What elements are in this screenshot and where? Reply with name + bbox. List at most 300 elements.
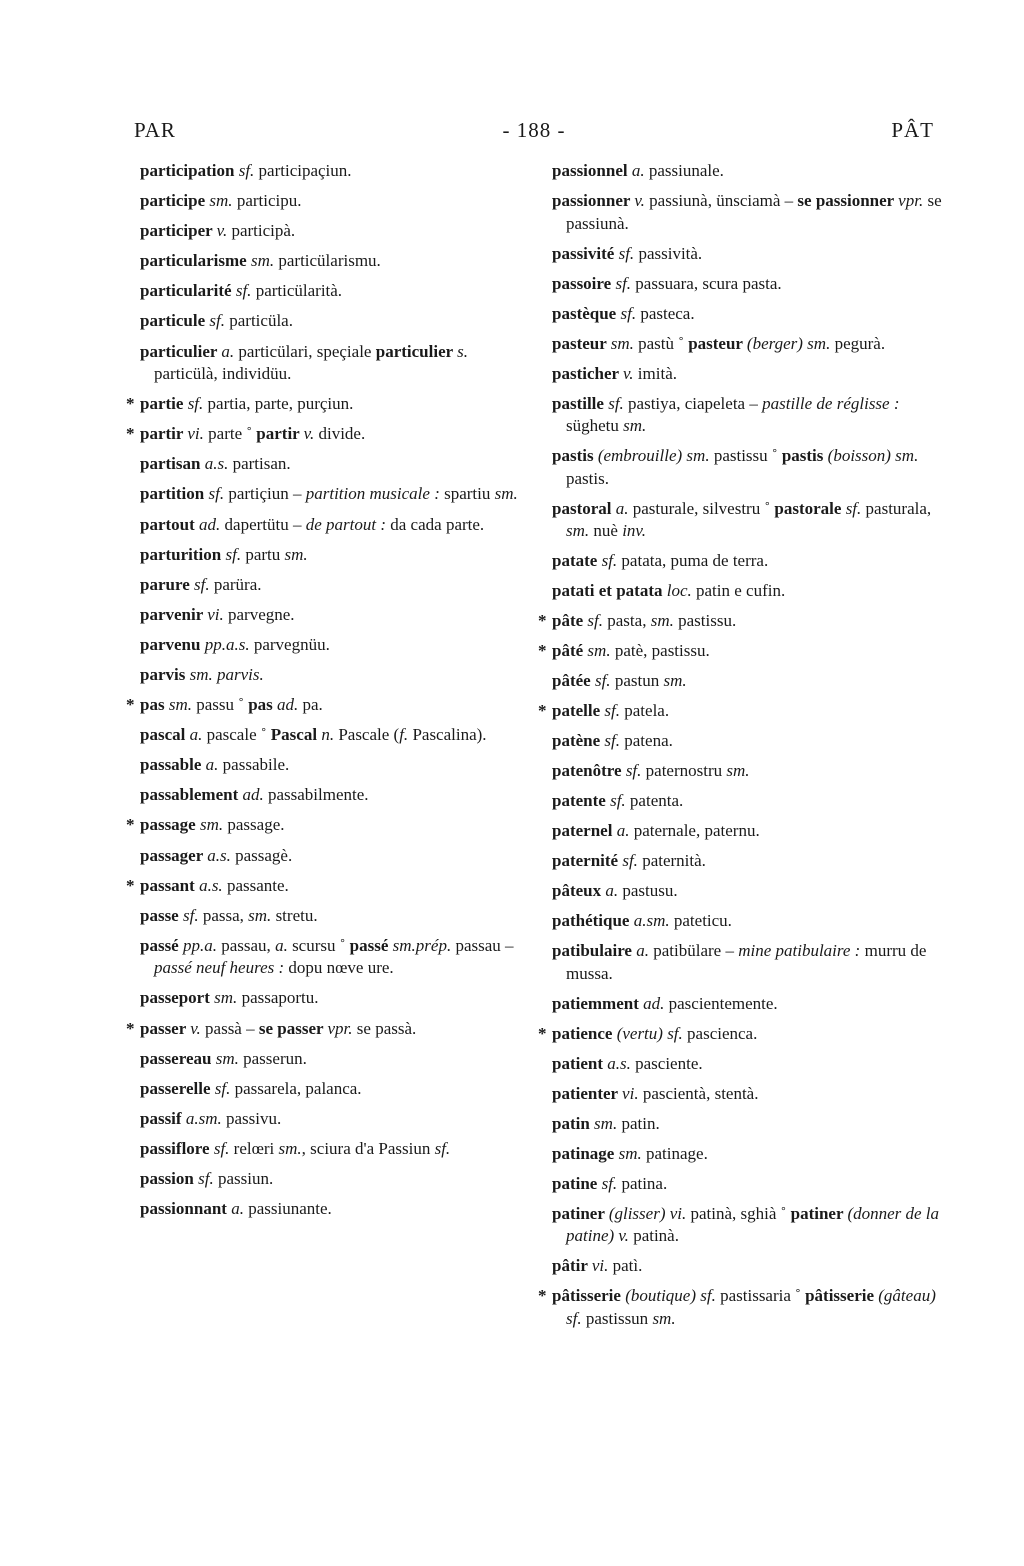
grammar-label: a. — [605, 881, 619, 900]
grammar-label: a.sm. — [633, 911, 670, 930]
headword: passage — [140, 815, 200, 835]
translation: patin e cufin. — [691, 581, 786, 600]
dictionary-entry — [552, 670, 942, 693]
dictionary-entry — [552, 498, 942, 543]
asterisk-marker: * — [126, 424, 135, 444]
headword: passif — [140, 1108, 186, 1128]
dictionary-entry — [140, 987, 535, 1010]
headword: pastille — [552, 393, 609, 413]
dictionary-entry — [552, 1255, 942, 1278]
headword: passé — [349, 935, 393, 955]
grammar-label: sm. — [726, 761, 750, 780]
dictionary-entry — [552, 910, 942, 933]
translation: patin. — [617, 1113, 660, 1133]
translation: Pascalina). — [408, 725, 487, 745]
headword: pastis — [781, 446, 828, 465]
translation: da cada parte. — [386, 514, 485, 534]
grammar-label: sf. — [604, 701, 620, 720]
grammar-label: sf. — [208, 484, 225, 504]
page-number: - 188 - — [502, 118, 566, 142]
dictionary-entry — [552, 993, 942, 1016]
dictionary-entry — [140, 724, 535, 747]
headword: patibulaire — [552, 941, 637, 960]
grammar-label: a.s. — [204, 454, 229, 474]
grammar-label: sf. — [238, 161, 255, 180]
translation: pasteca. — [636, 303, 695, 323]
dictionary-entry — [552, 760, 942, 783]
dictionary-entry — [552, 580, 942, 603]
headword: parvis — [140, 665, 190, 684]
asterisk-marker: * — [126, 815, 135, 835]
grammar-label: v. — [303, 424, 315, 444]
translation: pascale ˚ — [202, 725, 271, 745]
dictionary-entry — [552, 1053, 942, 1076]
running-head-right: PÂT — [891, 118, 934, 142]
grammar-label: (vertu) sf. — [616, 1023, 683, 1043]
grammar-label: vi. — [187, 424, 204, 444]
headword: partisan — [140, 454, 205, 474]
headword: passoire — [552, 273, 616, 293]
grammar-label: v. — [634, 191, 645, 210]
translation: pasturala, — [861, 498, 932, 518]
translation: patinage. — [641, 1143, 708, 1163]
grammar-label: sm. — [215, 1048, 239, 1068]
grammar-label: a. — [615, 498, 629, 518]
dictionary-entry — [552, 1173, 942, 1196]
translation: pateticu. — [669, 911, 732, 930]
grammar-label: sm. — [610, 333, 634, 353]
translation: spartiu — [439, 484, 495, 504]
headword: passionnant — [140, 1199, 232, 1219]
dictionary-entry — [538, 610, 942, 633]
dictionary-entry — [552, 550, 942, 573]
dictionary-entry — [538, 1023, 942, 1046]
translation: pastissu ˚ — [709, 446, 782, 465]
dictionary-entry — [140, 935, 535, 980]
headword: se passer — [258, 1018, 328, 1038]
grammar-label: a. — [636, 941, 649, 960]
grammar-label: sf. — [615, 273, 632, 293]
headword: passionner — [552, 191, 635, 210]
grammar-label: ad. — [643, 993, 665, 1013]
headword: pas — [140, 695, 169, 715]
dictionary-entry — [140, 754, 535, 777]
grammar-label: sf. — [620, 303, 637, 323]
grammar-label: ad. — [242, 785, 264, 805]
headword: passé — [140, 935, 183, 955]
translation: pastun — [610, 671, 664, 690]
headword: patience — [552, 1023, 617, 1043]
grammar-label: sf. — [618, 243, 635, 263]
grammar-label: sm. — [284, 544, 308, 564]
headword: passe — [140, 905, 183, 925]
translation: passage. — [223, 815, 285, 835]
headword: patin — [552, 1113, 595, 1133]
dictionary-entry — [552, 850, 942, 873]
dictionary-entry — [552, 940, 942, 985]
translation: , sciura d'a Passiun — [301, 1138, 435, 1158]
grammar-label: sf. — [601, 551, 618, 570]
grammar-label: sf. — [187, 394, 204, 414]
grammar-label: ad. — [277, 695, 299, 715]
asterisk-marker: * — [126, 875, 135, 895]
translation: patinà, sghià ˚ — [686, 1203, 791, 1223]
translation: dopu nœve ure. — [284, 958, 394, 978]
grammar-label: (boutique) sf. — [625, 1286, 716, 1305]
headword: parure — [140, 574, 194, 594]
headword: particularité — [140, 281, 236, 301]
translation: passau – — [451, 935, 514, 955]
headword: passionnel — [552, 161, 632, 180]
translation: parte ˚ — [203, 424, 257, 444]
asterisk-marker: * — [538, 641, 547, 660]
translation: pastiya, ciapeleta – — [623, 393, 763, 413]
translation: passa, — [198, 905, 249, 925]
dictionary-entry — [552, 333, 942, 356]
translation: patenta. — [625, 791, 684, 810]
translation: parvegnüu. — [249, 634, 330, 654]
headword: patient — [552, 1053, 608, 1073]
translation: partisan. — [228, 454, 291, 474]
grammar-label: vpr. — [898, 191, 924, 210]
asterisk-marker: * — [538, 1286, 547, 1305]
headword: patène — [552, 731, 605, 750]
grammar-label: sm. — [594, 1113, 618, 1133]
translation: patì. — [608, 1256, 643, 1275]
headword: pasteur — [552, 333, 611, 353]
grammar-label: a.sm. — [185, 1108, 222, 1128]
dictionary-entry — [126, 423, 535, 446]
translation: patinà. — [628, 1226, 679, 1245]
dictionary-entry — [552, 393, 942, 438]
grammar-label: sm. — [214, 988, 238, 1008]
translation: pasta, — [603, 611, 651, 630]
translation: passà – — [200, 1018, 259, 1038]
grammar-label: (berger) sm. — [746, 333, 831, 353]
grammar-label: sf. — [225, 544, 242, 564]
dictionary-entry — [140, 1048, 535, 1071]
grammar-label: sm. parvis. — [189, 665, 264, 684]
grammar-label: de partout : — [305, 514, 387, 534]
headword: passiflore — [140, 1138, 214, 1158]
translation: passiunale. — [644, 161, 724, 180]
headword: patati et patata — [552, 581, 667, 600]
dictionary-entry — [552, 1143, 942, 1166]
translation: particülari, speçiale — [234, 341, 376, 361]
headword: participation — [140, 161, 239, 180]
grammar-label: sm. — [618, 1143, 642, 1163]
headword: passant — [140, 875, 200, 895]
headword: patente — [552, 791, 611, 810]
dictionary-entry — [140, 280, 535, 303]
grammar-label: a. — [189, 725, 203, 745]
grammar-label: vi. — [207, 604, 224, 624]
translation: patela. — [620, 701, 670, 720]
dictionary-entry — [126, 814, 535, 837]
headword: partir — [140, 424, 188, 444]
headword: se passionner — [797, 191, 899, 210]
headword: partie — [140, 394, 188, 414]
translation: scursu ˚ — [287, 935, 350, 955]
dictionary-entry — [538, 700, 942, 723]
dictionary-entry — [552, 820, 942, 843]
translation: particülarismu. — [274, 251, 381, 271]
translation: particüla. — [225, 311, 293, 331]
grammar-label: n. — [321, 725, 335, 745]
headword: patate — [552, 551, 602, 570]
translation: nuè — [589, 521, 623, 540]
grammar-label: a. — [631, 161, 645, 180]
headword: paternel — [552, 821, 617, 840]
dictionary-entry — [140, 453, 535, 476]
translation: participà. — [227, 221, 296, 241]
headword: patelle — [552, 701, 605, 720]
translation: relœri — [229, 1138, 279, 1158]
grammar-label: sf. — [213, 1138, 230, 1158]
translation: passiunà, ünsciamà – — [644, 191, 798, 210]
grammar-label: sf. — [622, 851, 638, 870]
grammar-label: mine patibulaire : — [738, 941, 861, 960]
translation: passiunante. — [243, 1199, 332, 1219]
dictionary-entry — [140, 1108, 535, 1131]
dictionary-entry — [552, 243, 942, 266]
grammar-label: sm. — [278, 1138, 302, 1158]
translation: passaportu. — [237, 988, 319, 1008]
grammar-label: a.s. — [207, 845, 231, 865]
running-head-left: PAR — [134, 118, 176, 142]
grammar-label: (glisser) vi. — [608, 1203, 687, 1223]
headword: pâtée — [552, 671, 595, 690]
dictionary-entry — [552, 730, 942, 753]
headword: Pascal — [270, 725, 322, 745]
headword: paternité — [552, 851, 623, 870]
translation: pascientemente. — [664, 993, 778, 1013]
grammar-label: sf. — [608, 393, 624, 413]
dictionary-entry — [552, 1083, 942, 1106]
grammar-label: sf. — [198, 1169, 214, 1188]
headword: particule — [140, 311, 210, 331]
dictionary-entry — [140, 905, 535, 928]
headword: passable — [140, 755, 206, 775]
translation: parüra. — [209, 574, 262, 594]
dictionary-entry — [552, 880, 942, 903]
headword: patienter — [552, 1083, 623, 1103]
translation: divide. — [314, 424, 366, 444]
translation: passabilmente. — [263, 785, 369, 805]
dictionary-entry — [126, 875, 535, 898]
grammar-label: sm. — [623, 416, 647, 435]
translation: passarela, palanca. — [230, 1078, 362, 1098]
grammar-label: sf. — [610, 791, 626, 810]
translation: passante. — [222, 875, 289, 895]
dictionary-entry — [552, 190, 942, 235]
translation: passività. — [634, 243, 703, 263]
dictionary-entry — [140, 220, 535, 243]
translation: murru de mussa. — [566, 941, 927, 983]
dictionary-entry — [140, 1198, 535, 1221]
translation: dapertütu – — [220, 514, 306, 534]
grammar-label: (boisson) sm. — [827, 446, 919, 465]
translation: particülarità. — [251, 281, 343, 301]
headword: passereau — [140, 1048, 216, 1068]
grammar-label: sm. — [587, 641, 611, 660]
headword: pastèque — [552, 303, 621, 323]
translation: se passiunà. — [566, 191, 942, 233]
grammar-label: sf. — [214, 1078, 231, 1098]
grammar-label: sf. — [604, 731, 621, 750]
dictionary-entry — [140, 574, 535, 597]
headword: passer — [140, 1018, 191, 1038]
headword: parturition — [140, 544, 226, 564]
dictionary-entry — [140, 634, 535, 657]
headword: partout — [140, 514, 200, 534]
translation: particülà, individüu. — [154, 364, 292, 384]
translation: paternità. — [637, 851, 706, 870]
headword: pastoral — [552, 498, 616, 518]
right-column — [538, 160, 942, 1338]
headword: pâtisserie — [805, 1286, 879, 1305]
translation: Pascale ( — [334, 725, 400, 745]
headword: parvenir — [140, 604, 208, 624]
page-header — [134, 118, 934, 148]
grammar-label: (gâteau) sf. — [566, 1286, 936, 1328]
translation: partiçiun – — [224, 484, 306, 504]
headword: passager — [140, 845, 208, 865]
translation: participaçiun. — [254, 161, 352, 180]
grammar-label: loc. — [666, 581, 692, 600]
headword: pâteux — [552, 881, 606, 900]
dictionary-entry — [552, 303, 942, 326]
translation: pastusu. — [618, 881, 678, 900]
dictionary-entry — [552, 273, 942, 296]
grammar-label: a. — [275, 935, 288, 955]
grammar-label: vi. — [591, 1256, 609, 1275]
left-column — [126, 160, 535, 1228]
grammar-label: (embrouille) sm. — [597, 446, 710, 465]
grammar-label: sf. — [434, 1138, 451, 1158]
headword: passerelle — [140, 1078, 215, 1098]
asterisk-marker: * — [126, 695, 135, 715]
grammar-label: a. — [231, 1199, 244, 1219]
grammar-label: sf. — [194, 574, 210, 594]
headword: passeport — [140, 988, 215, 1008]
dictionary-entry — [552, 1113, 942, 1136]
dictionary-entry — [140, 1168, 535, 1191]
dictionary-entry — [552, 790, 942, 813]
headword: passablement — [140, 785, 243, 805]
dictionary-entry — [140, 784, 535, 807]
translation: pastissun — [581, 1308, 653, 1328]
dictionary-entry — [140, 1138, 535, 1161]
headword: pâtir — [552, 1256, 592, 1275]
grammar-label: passé neuf heures : — [154, 958, 285, 978]
translation: participu. — [232, 191, 302, 211]
headword: passion — [140, 1169, 199, 1188]
headword: passivité — [552, 243, 619, 263]
headword: partition — [140, 484, 209, 504]
dictionary-entry — [140, 190, 535, 213]
grammar-label: partition musicale : — [305, 484, 440, 504]
translation: pascientà, stentà. — [638, 1083, 759, 1103]
translation: patibülare – — [648, 941, 739, 960]
translation: imità. — [633, 363, 677, 383]
translation: passu ˚ — [191, 695, 249, 715]
headword: pasticher — [552, 363, 623, 383]
grammar-label: sf. — [594, 671, 611, 690]
grammar-label: pastille de réglisse : — [762, 393, 900, 413]
grammar-label: sf. — [601, 1173, 618, 1193]
translation: pa. — [298, 695, 323, 715]
translation: pasciente. — [630, 1053, 703, 1073]
asterisk-marker: * — [538, 611, 547, 630]
translation: pasturale, silvestru ˚ — [628, 498, 775, 518]
grammar-label: a.s. — [199, 875, 223, 895]
headword: pastis — [552, 446, 598, 465]
grammar-label: v. — [216, 221, 228, 241]
translation: se passà. — [352, 1018, 417, 1038]
grammar-label: sm. — [199, 815, 224, 835]
grammar-label: vpr. — [327, 1018, 353, 1038]
translation: patena. — [620, 731, 673, 750]
headword: participe — [140, 191, 210, 211]
dictionary-entry — [140, 310, 535, 333]
headword: participer — [140, 221, 217, 241]
dictionary-entry — [140, 483, 535, 506]
dictionary-entry — [126, 694, 535, 717]
headword: pâté — [552, 641, 588, 660]
translation: paternostru — [641, 761, 727, 780]
headword: pâtisserie — [552, 1286, 626, 1305]
headword: particularisme — [140, 251, 251, 271]
dictionary-entry — [552, 1203, 942, 1248]
translation: pegurà. — [830, 333, 886, 353]
headword: patiner — [552, 1203, 609, 1223]
dictionary-entry — [140, 250, 535, 273]
translation: passiun. — [213, 1169, 274, 1188]
grammar-label: pp.a.s. — [204, 634, 250, 654]
dictionary-entry — [140, 845, 535, 868]
grammar-label: pp.a. — [182, 935, 217, 955]
translation: passuara, scura pasta. — [631, 273, 782, 293]
translation: pascienca. — [682, 1023, 758, 1043]
headword: pasteur — [688, 333, 747, 353]
headword: pâte — [552, 611, 588, 630]
grammar-label: sf. — [209, 311, 225, 331]
translation: passagè. — [230, 845, 293, 865]
grammar-label: v. — [623, 363, 634, 383]
grammar-label: a. — [221, 341, 235, 361]
dictionary-entry — [126, 393, 535, 416]
grammar-label: s. — [457, 341, 468, 361]
dictionary-entry — [552, 445, 942, 490]
asterisk-marker: * — [126, 1018, 135, 1038]
dictionary-entry — [140, 1078, 535, 1101]
translation: patè, pastissu. — [610, 641, 710, 660]
translation: pastissu. — [673, 611, 737, 630]
grammar-label: sf. — [587, 611, 604, 630]
grammar-label: sm. — [652, 1308, 676, 1328]
translation: passau, — [216, 935, 276, 955]
translation: pastissaria ˚ — [715, 1286, 806, 1305]
headword: pathétique — [552, 911, 634, 930]
grammar-label: (donner de la patine) v. — [566, 1203, 940, 1245]
translation: süghetu — [566, 416, 624, 435]
headword: pas — [248, 695, 278, 715]
translation: passivu. — [221, 1108, 282, 1128]
translation: pastù ˚ — [633, 333, 689, 353]
dictionary-entry — [140, 544, 535, 567]
translation: patina. — [617, 1173, 668, 1193]
